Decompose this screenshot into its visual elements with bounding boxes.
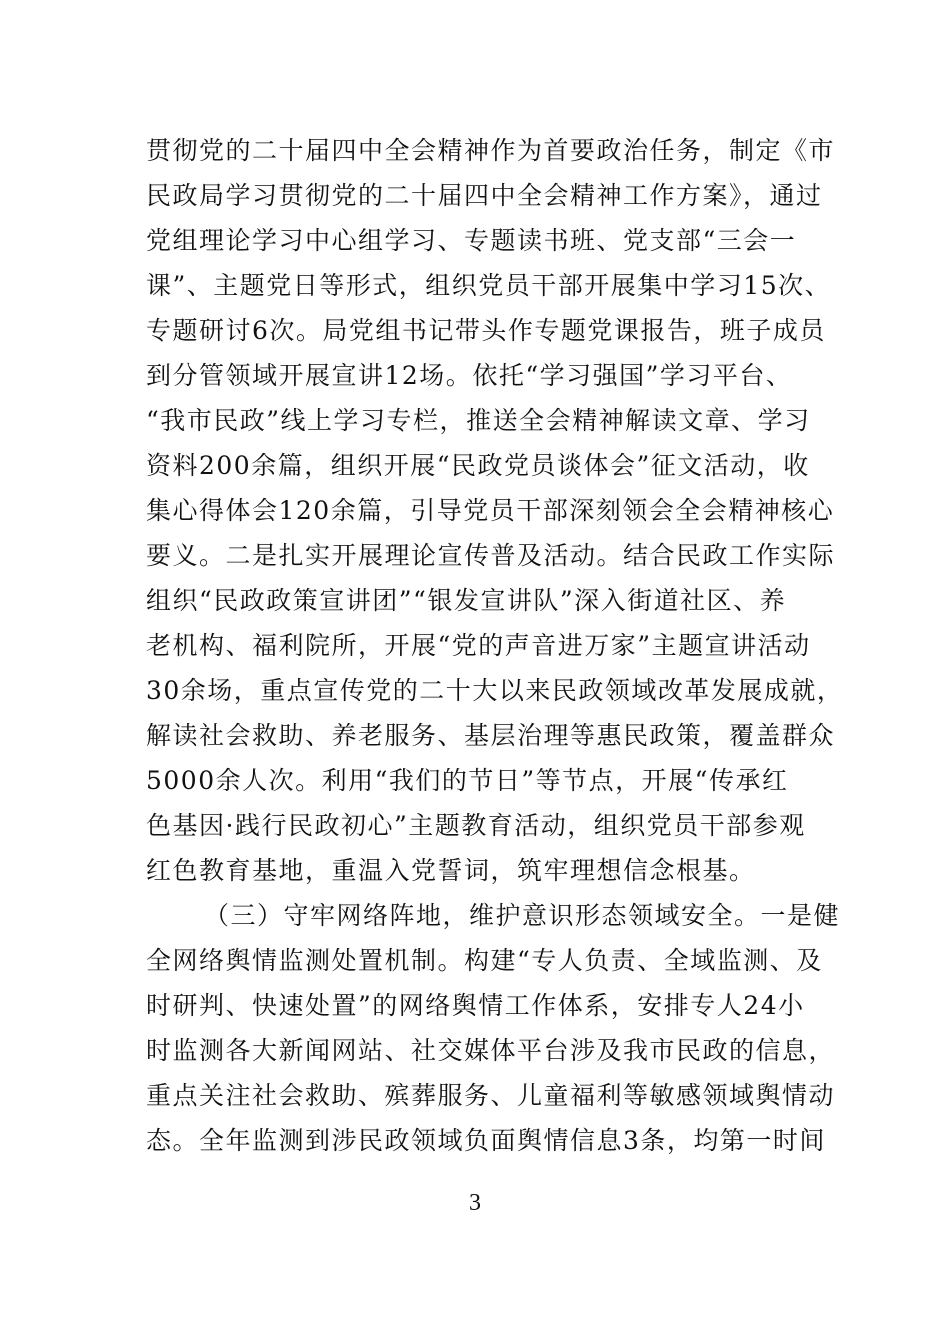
text-line: 组织“民政政策宣讲团”“银发宣讲队”深入街道社区、养 [146, 586, 787, 615]
text-line: 色基因·践行民政初心”主题教育活动，组织党员干部参观 [146, 811, 806, 840]
text-line: 30余场，重点宣传党的二十大以来民政领域改革发展成就， [146, 676, 844, 705]
text-line: 5000余人次。利用“我们的节日”等节点，开展“传承红 [146, 766, 789, 795]
text-line: 民政局学习贯彻党的二十届四中全会精神工作方案》，通过 [146, 181, 823, 210]
text-line: 到分管领域开展宣讲12场。依托“学习强国”学习平台、 [146, 361, 793, 390]
text-line: 时监测各大新闻网站、社交媒体平台涉及我市民政的信息， [146, 1036, 836, 1065]
text-line: 解读社会救助、养老服务、基层治理等惠民政策，覆盖群众 [146, 721, 836, 750]
text-line: “我市民政”线上学习专栏，推送全会精神解读文章、学习 [146, 406, 811, 435]
text-line: 时研判、快速处置”的网络舆情工作体系，安排专人24小 [146, 991, 805, 1020]
text-line: 党组理论学习中心组学习、专题读书班、党支部“三会一 [146, 226, 797, 255]
text-line: 红色教育基地，重温入党誓词，筑牢理想信念根基。 [146, 856, 756, 885]
text-line: 专题研讨6次。局党组书记带头作专题党课报告，班子成员 [146, 316, 826, 345]
section-heading-line: （三）守牢网络阵地，维护意识形态领域安全。一是健 [204, 901, 841, 930]
text-line: 要义。二是扎实开展理论宣传普及活动。结合民政工作实际 [146, 541, 836, 570]
text-line: 资料200余篇，组织开展“民政党员谈体会”征文活动，收 [146, 451, 810, 480]
text-line: 课”、主题党日等形式，组织党员干部开展集中学习15次、 [146, 271, 832, 300]
text-line: 态。全年监测到涉民政领域负面舆情信息3条，均第一时间 [146, 1126, 826, 1155]
text-line: 贯彻党的二十届四中全会精神作为首要政治任务，制定《市 [146, 136, 836, 165]
page-number: 3 [469, 1190, 481, 1216]
body-text [146, 128, 844, 1163]
text-line: 集心得体会120余篇，引导党员干部深刻领会全会精神核心 [146, 496, 835, 525]
text-line: 老机构、福利院所，开展“党的声音进万家”主题宣讲活动 [146, 631, 811, 660]
text-line: 重点关注社会救助、殡葬服务、儿童福利等敏感领域舆情动 [146, 1081, 836, 1110]
text-line: 全网络舆情监测处置机制。构建“专人负责、全域监测、及 [146, 946, 823, 975]
